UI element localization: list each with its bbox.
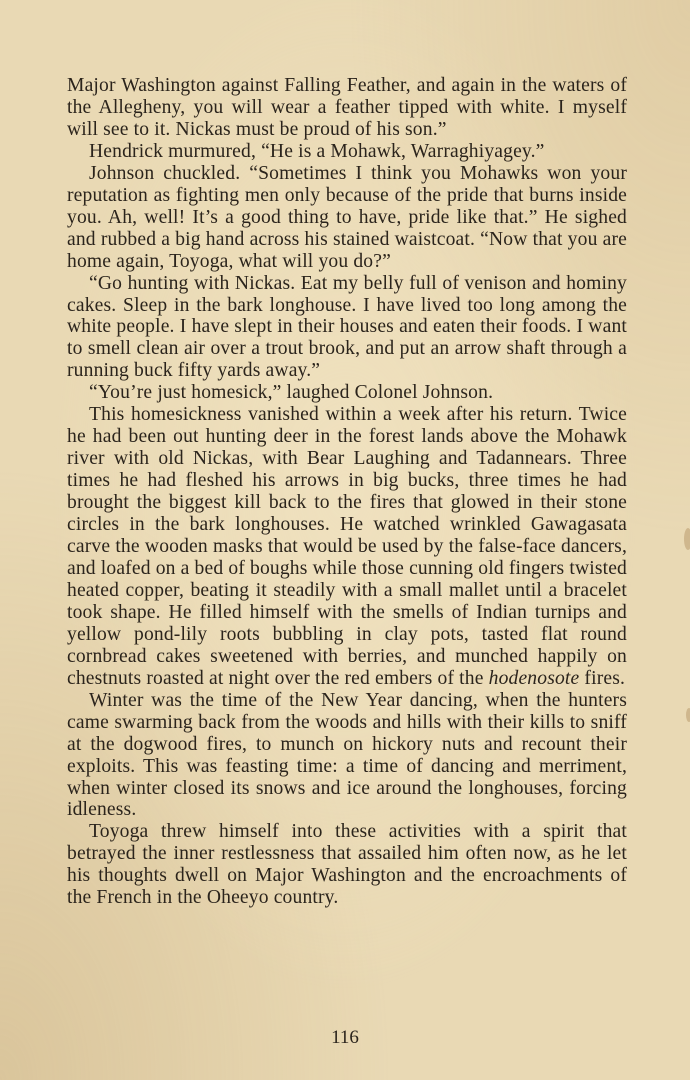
- italic-word: hodenosote: [488, 667, 580, 689]
- paragraph: Major Washington against Falling Feather, and again in the waters of the Allegheny, you will wear a feather tipped with white. I myself will see to it. Nickas must be proud of his son.”: [67, 75, 627, 140]
- paragraph: “You’re just homesick,” laughed Colonel Johnson.: [89, 382, 494, 404]
- page-number: 116: [331, 1027, 359, 1048]
- paragraph: “Go hunting with Nickas. Eat my belly full of venison and hominy cakes. Sleep in the bark longhouse. I have lived too long among the white people. I have slept in their houses and eaten their foods. I want to smell clean air over a trout brook, and put an arrow shaft through a running buck fifty yards away.”: [67, 272, 627, 382]
- paragraph: Johnson chuckled. “Sometimes I think you Mohawks won your reputation as fighting men only because of the pride that burns inside you. Ah, well! It’s a good thing to have, pride like that.” He sighed and rubbed a big hand across his stained waistcoat. “Now that you are home again, Toyoga, what will you do?”: [67, 162, 627, 272]
- paragraph: Winter was the time of the New Year dancing, when the hunters came swarming back from the woods and hills with their kills to sniff at the dogwood fires, to munch on hickory nuts and recount their exploits. This was feasting time: a time of dancing and merriment, when winter closed its snows and ice around the longhouses, forcing idleness.: [67, 689, 627, 821]
- body-text: [67, 75, 627, 909]
- paper-stain: [686, 708, 690, 722]
- paper-stain: [684, 528, 690, 550]
- paragraph: Toyoga threw himself into these activities with a spirit that betrayed the inner restlessness that assailed him often now, as he let his thoughts dwell on Major Washington and the encroachments of the French in the Oheeyo country.: [67, 821, 627, 909]
- paragraph: Hendrick murmured, “He is a Mohawk, Warraghiyagey.”: [89, 140, 545, 162]
- paragraph: This homesickness vanished within a week after his return. Twice he had been out hunting deer in the forest lands above the Mohawk river with old Nickas, with Bear Laughing and Tadannears. Three times he had fleshed his arrows in big bucks, three times he had brought the biggest kill back to the fires that glowed in their stone circles in the bark longhouses. He watched wrinkled Gawagasata carve the wooden masks that would be used by the false-face dancers, and loafed on a bed of boughs while those cunning old fingers twisted heated copper, beating it steadily with a small mallet until a bracelet took shape. He filled himself with the smells of Indian turnips and yellow pond-lily roots bubbling in clay pots, tasted flat round cornbread cakes sweetened with berries, and munched happily on chestnuts roasted at night over the red embers of the hodenosote fires.: [67, 404, 627, 689]
